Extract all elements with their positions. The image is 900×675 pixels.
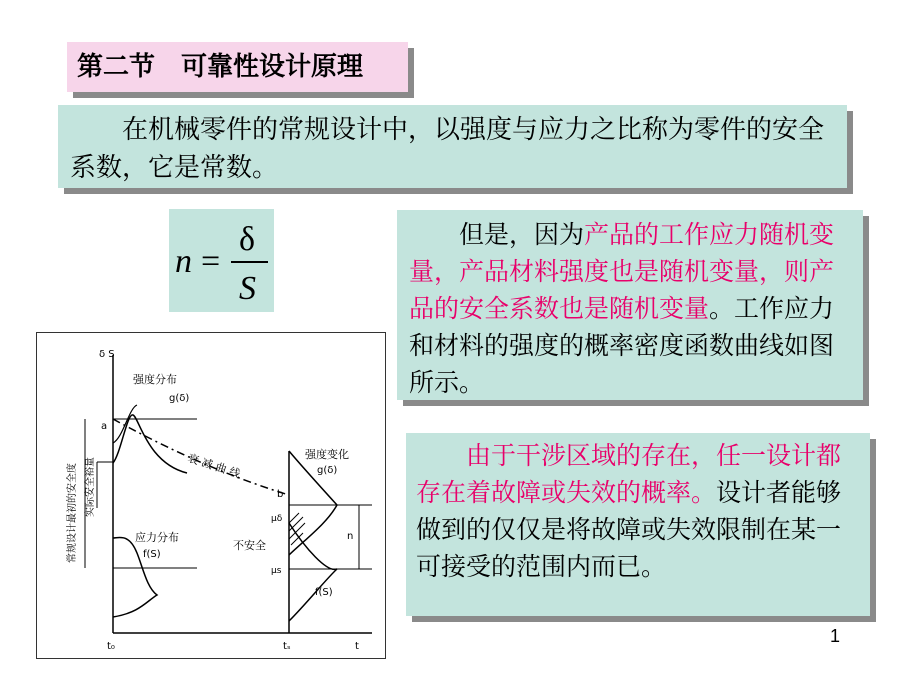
section-title: 第二节 可靠性设计原理 bbox=[67, 42, 408, 92]
initial-strength-upper bbox=[113, 405, 137, 443]
para1-part3: 。工作应力和材料的强度的概率密度函数曲线如图所示。 bbox=[409, 294, 835, 397]
ts-label: tₛ bbox=[283, 641, 291, 652]
a-label: a bbox=[101, 421, 108, 432]
b-label: b bbox=[277, 489, 284, 500]
left-vertical-label-2: 实际安全裕量 bbox=[85, 457, 96, 517]
stress-strength-interference-figure bbox=[36, 332, 386, 659]
stress-dist-label: 应力分布 bbox=[135, 531, 179, 544]
g-label: g(δ) bbox=[169, 393, 190, 404]
interference-paragraph bbox=[406, 433, 870, 616]
g2-label: g(δ) bbox=[317, 465, 338, 476]
interference-hatch bbox=[289, 513, 305, 545]
para2-highlight: 由于干涉区域的存在，任一设计都存在着故障或失效的概率。 bbox=[416, 441, 842, 507]
y-axis-label: δ S bbox=[99, 349, 115, 360]
strength-dist-label: 强度分布 bbox=[133, 373, 177, 386]
final-stress-curve bbox=[289, 523, 337, 621]
initial-strength-curve bbox=[113, 415, 187, 473]
mu-s-label: μs bbox=[271, 566, 282, 576]
t-label: t bbox=[355, 641, 359, 652]
mu-delta-label: μδ bbox=[271, 514, 283, 524]
para1-part1: 但是，因为 bbox=[459, 220, 585, 249]
page-number: 1 bbox=[830, 626, 841, 646]
f-label: f(S) bbox=[143, 549, 161, 560]
formula-lhs: n bbox=[175, 243, 192, 280]
intro-paragraph: 在机械零件的常规设计中，以强度与应力之比称为零件的安全系数，它是常数。 bbox=[58, 105, 847, 188]
para2-body: 设计者能够做到的仅仅是将故障或失效限制在某一可接受的范围内而已。 bbox=[416, 478, 842, 581]
f2-label: f(S) bbox=[315, 587, 333, 598]
left-vertical-label-1: 常规设计最初的安全度 bbox=[67, 463, 78, 563]
strength-change-label: 强度变化 bbox=[305, 448, 349, 461]
formula-denominator: S bbox=[239, 270, 256, 307]
decay-label: 衰 减 曲 线 bbox=[186, 451, 242, 481]
safety-factor-formula bbox=[169, 209, 274, 312]
random-variable-paragraph bbox=[397, 210, 863, 400]
formula-numerator: δ bbox=[239, 221, 256, 258]
t0-label: t₀ bbox=[107, 641, 115, 652]
unsafe-label: 不安全 bbox=[233, 539, 266, 552]
formula-eq: = bbox=[201, 243, 221, 280]
para1-highlight: 产品的工作应力随机变量，产品材料强度也是随机变量，则产品的安全系数也是随机变量 bbox=[409, 220, 835, 323]
n-label: n bbox=[347, 531, 354, 542]
